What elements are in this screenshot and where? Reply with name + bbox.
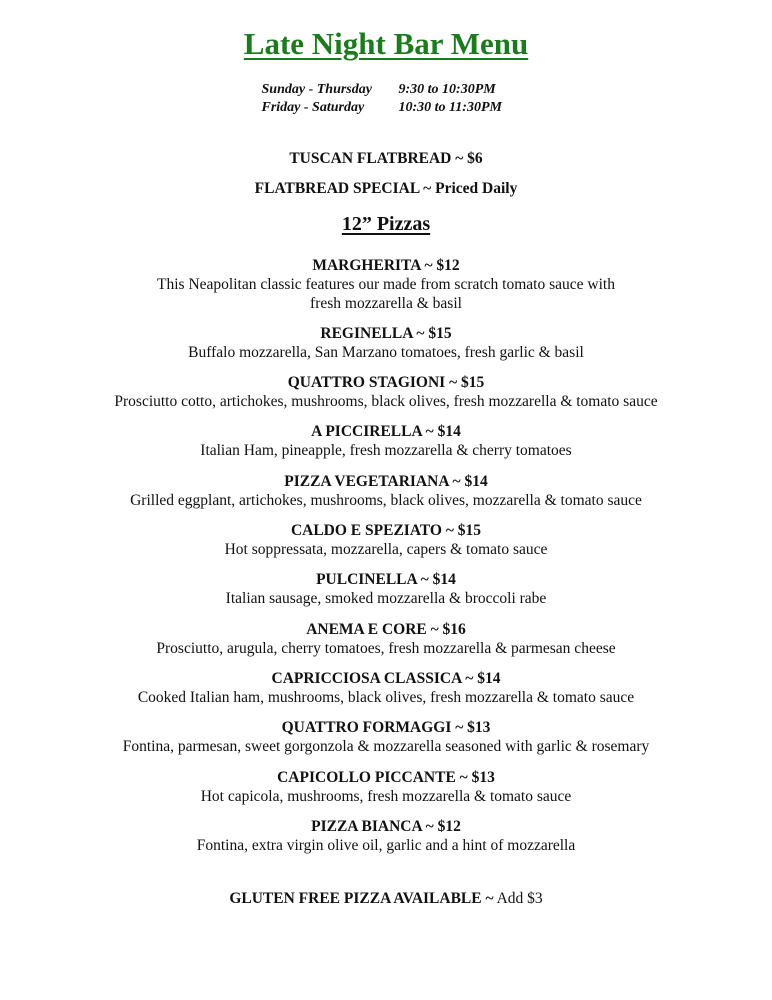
hours-time: 10:30 to 11:30PM [398,100,502,115]
hours-row [0,81,772,99]
pizza-description: Prosciutto cotto, artichokes, mushrooms, black olives, fresh mozzarella & tomato sauce [114,393,658,410]
hours-block [0,81,772,117]
pizza-name: MARGHERITA ~ $12 [312,257,460,274]
pizza-name: ANEMA E CORE ~ $16 [306,621,466,638]
gluten-free-note [0,890,772,908]
pizza-name: CALDO E SPEZIATO ~ $15 [290,522,482,539]
pizza-item [0,570,772,608]
gluten-free-label: GLUTEN FREE PIZZA AVAILABLE ~ [229,890,494,907]
pizza-description: Prosciutto, arugula, cherry tomatoes, fresh mozzarella & parmesan cheese [156,640,616,657]
flatbread-item: TUSCAN FLATBREAD ~ $6 [289,150,483,167]
pizza-name: PIZZA VEGETARIANA ~ $14 [284,473,488,490]
pizza-item [0,620,772,658]
pizza-item [0,373,772,411]
pizza-item [0,768,772,806]
pizza-name: REGINELLA ~ $15 [320,325,452,342]
pizza-item [0,472,772,510]
pizza-item [0,817,772,855]
pizza-description: Buffalo mozzarella, San Marzano tomatoes, fresh garlic & basil [188,344,584,361]
gluten-free-price: Add $3 [496,890,543,907]
pizza-description: Fontina, parmesan, sweet gorgonzola & mozzarella seasoned with garlic & rosemary [122,738,650,755]
pizza-item [0,256,772,313]
pizza-name: CAPRICCIOSA CLASSICA ~ $14 [271,670,501,687]
pizza-name: A PICCIRELLA ~ $14 [311,423,461,440]
pizza-description: Hot soppressata, mozzarella, capers & tomato sauce [224,541,548,558]
pizza-description: Italian sausage, smoked mozzarella & broccoli rabe [225,590,547,607]
pizza-description: Hot capicola, mushrooms, fresh mozzarella & tomato sauce [200,788,572,805]
pizza-item [0,422,772,460]
hours-days: Sunday - Thursday [261,82,372,97]
hours-days: Friday - Saturday [261,100,365,115]
flatbread-item: FLATBREAD SPECIAL ~ Priced Daily [254,180,518,197]
pizza-name: PIZZA BIANCA ~ $12 [311,818,461,835]
pizza-name: QUATTRO FORMAGGI ~ $13 [281,719,491,736]
pizza-item [0,718,772,756]
menu-title: Late Night Bar Menu [243,26,529,61]
pizza-description: Italian Ham, pineapple, fresh mozzarella & cherry tomatoes [200,442,572,459]
pizza-item [0,521,772,559]
hours-time: 9:30 to 10:30PM [398,82,496,97]
hours-row [0,99,772,117]
pizza-description: Grilled eggplant, artichokes, mushrooms, black olives, mozzarella & tomato sauce [130,492,642,509]
pizza-description: Cooked Italian ham, mushrooms, black olives, fresh mozzarella & tomato sauce [137,689,635,706]
pizza-description: fresh mozzarella & basil [310,295,462,312]
pizza-name: CAPICOLLO PICCANTE ~ $13 [277,769,495,786]
pizza-item [0,324,772,362]
pizza-description: Fontina, extra virgin olive oil, garlic and a hint of mozzarella [196,837,576,854]
pizza-name: QUATTRO STAGIONI ~ $15 [287,374,485,391]
pizza-description: This Neapolitan classic features our made from scratch tomato sauce with [157,276,615,293]
pizza-section-heading: 12” Pizzas [341,213,431,235]
pizza-name: PULCINELLA ~ $14 [316,571,456,588]
pizza-item [0,669,772,707]
